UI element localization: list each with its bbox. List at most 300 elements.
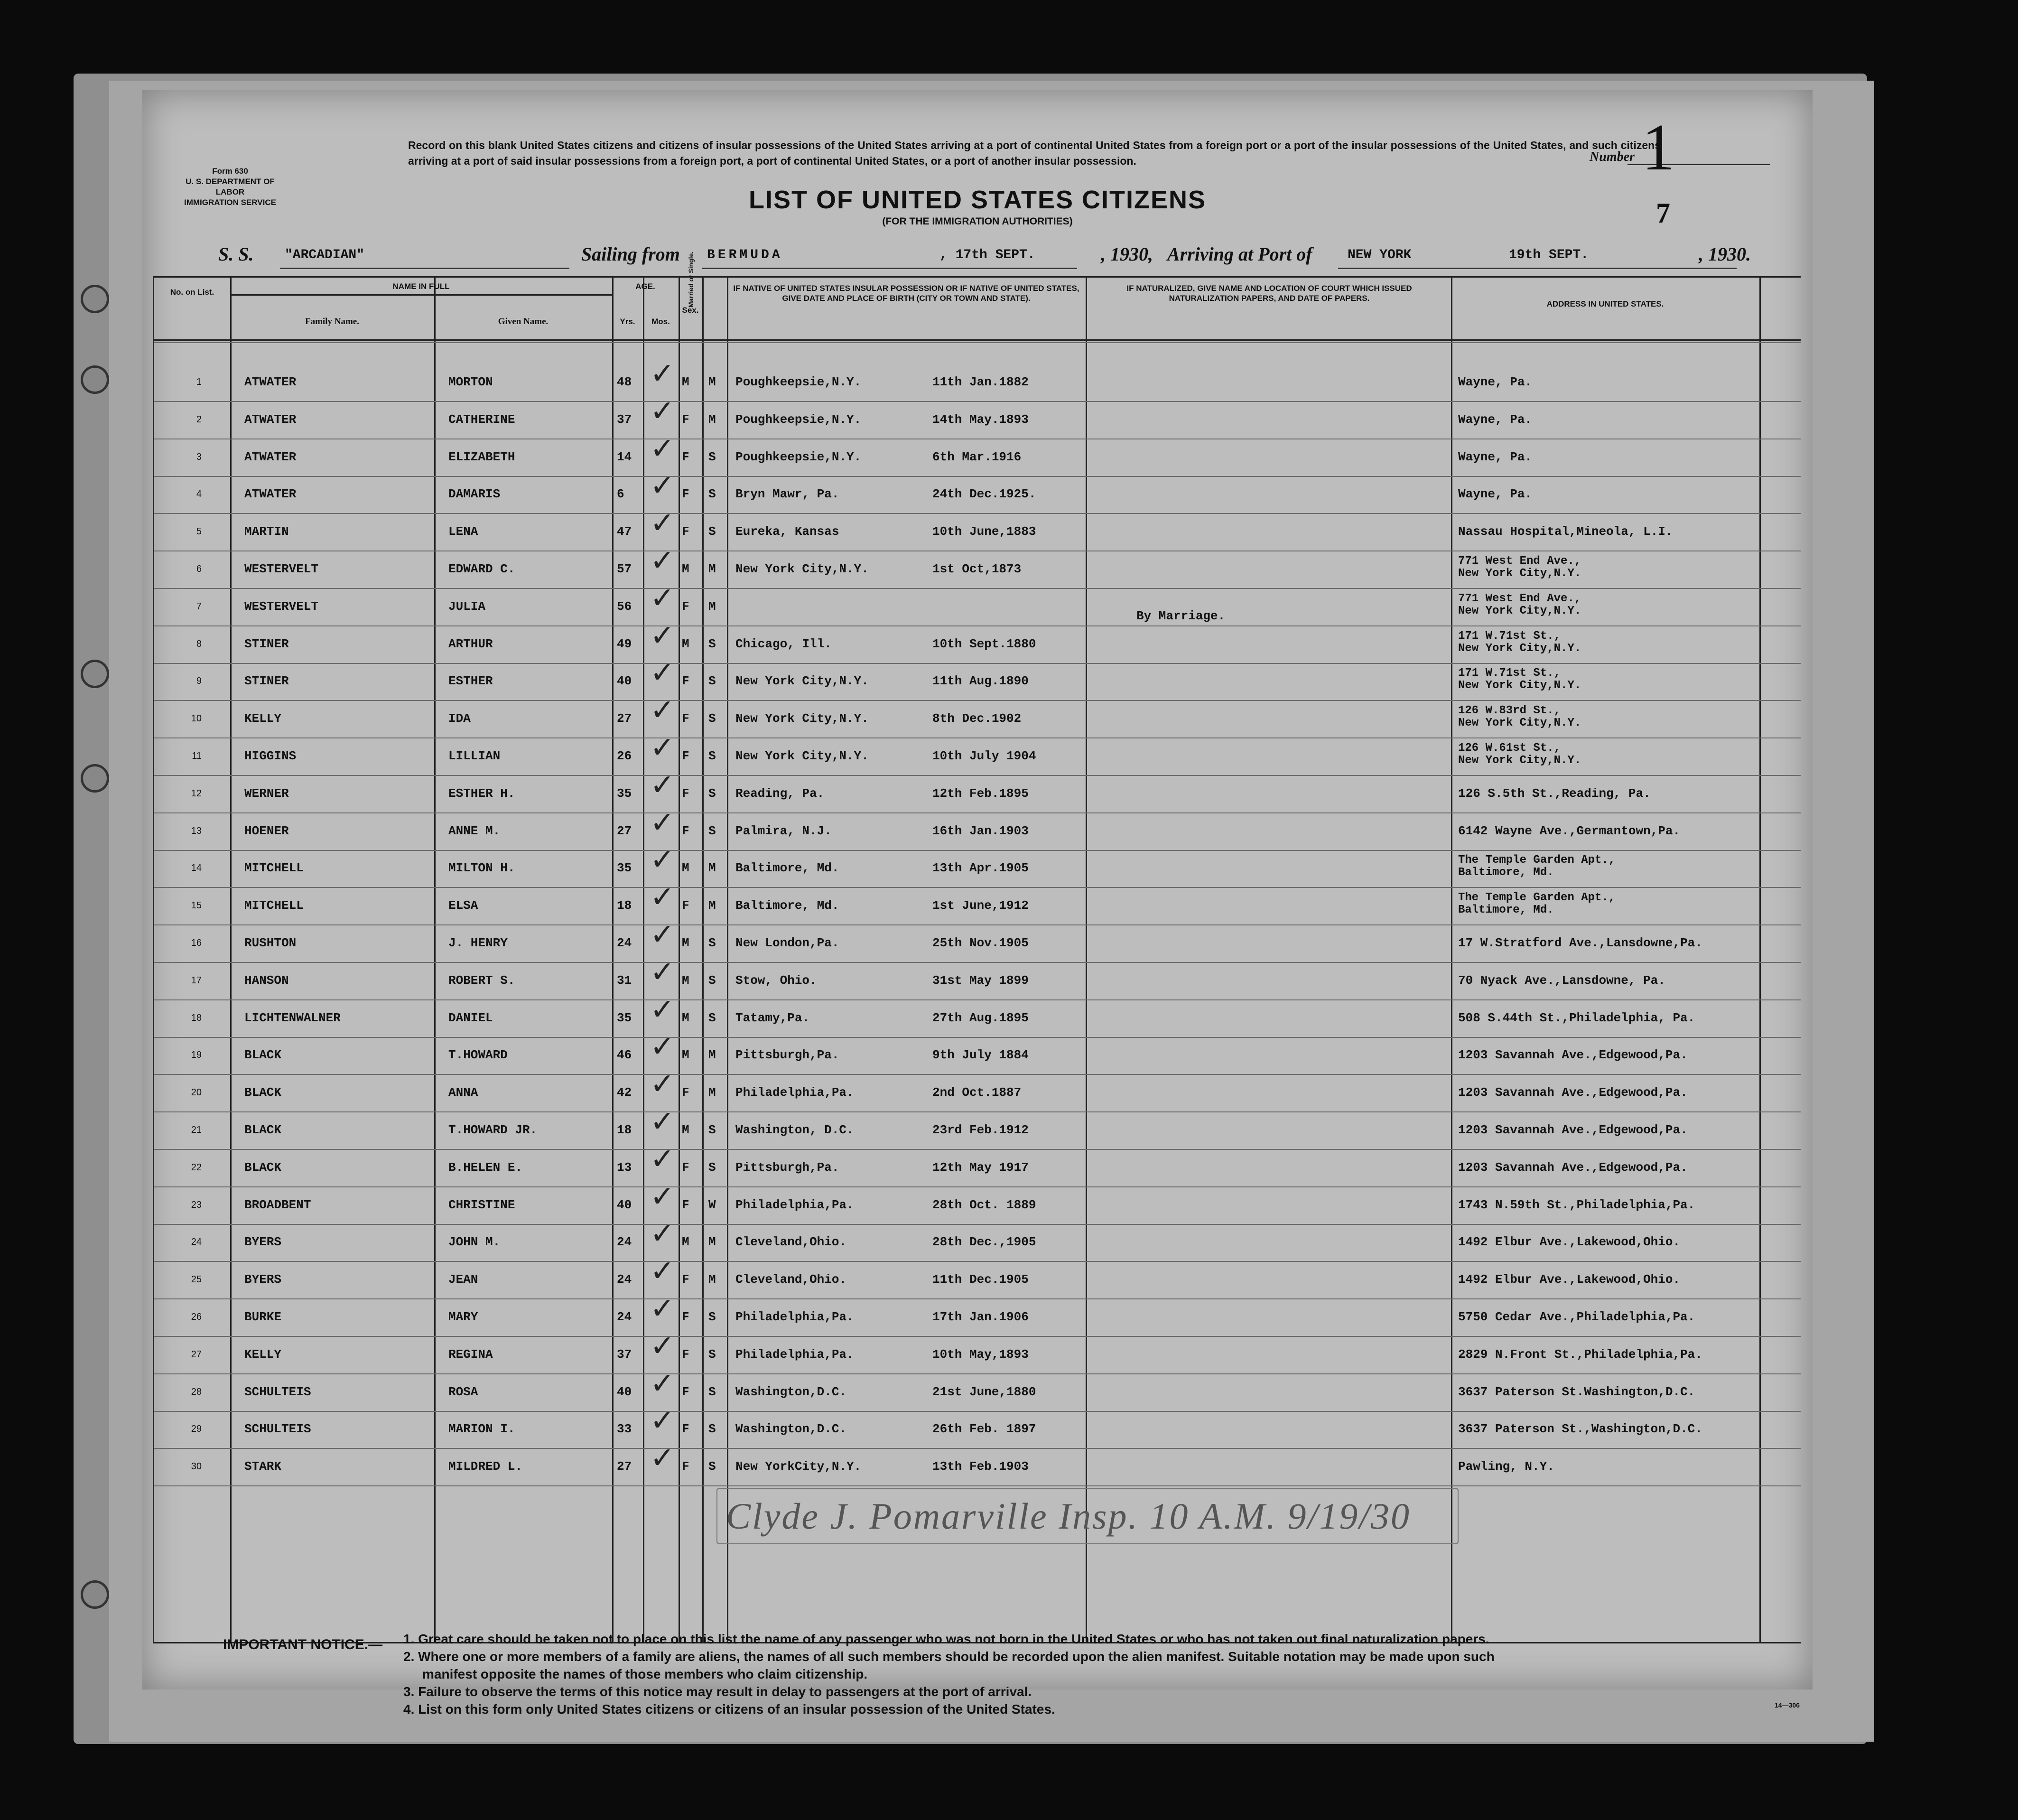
department: U. S. DEPARTMENT OF LABOR (186, 177, 275, 196)
given-name: J. HENRY (448, 936, 508, 950)
marital-status: S (708, 1459, 716, 1474)
header-married-text: Married or Single. (687, 251, 695, 308)
family-name: STARK (244, 1459, 282, 1474)
given-name: JOHN M. (448, 1235, 501, 1250)
row-number: 16 (191, 938, 202, 948)
row-rule (154, 700, 1801, 701)
sex: M (682, 636, 689, 651)
age-years: 37 (617, 1347, 632, 1362)
row-number: 12 (191, 788, 202, 799)
header-no: No. on List. (170, 288, 214, 297)
birth-date: 11th Dec.1905 (932, 1272, 1029, 1287)
arrival-year: , 1930. (1699, 243, 1751, 265)
birth-date: 8th Dec.1902 (932, 711, 1022, 726)
marital-status: S (708, 674, 716, 689)
sex: M (682, 562, 689, 576)
notice-item: 4. List on this form only United States citizens or citizens of an insular possession of the United States. (403, 1702, 1055, 1717)
address-line-1: 771 West End Ave., (1458, 592, 1581, 605)
marital-status: W (708, 1197, 716, 1212)
arrival-date: 19th SEPT. (1509, 248, 1589, 262)
birth-date: 17th Jan.1906 (932, 1310, 1029, 1324)
birth-date: 12th Feb.1895 (932, 786, 1029, 801)
given-name: LENA (448, 524, 478, 539)
row-rule (154, 588, 1801, 589)
sex: F (682, 711, 689, 726)
row-rule (154, 1298, 1801, 1299)
row-number: 7 (196, 601, 202, 612)
notice-item: manifest opposite the names of those members who claim citizenship. (422, 1667, 868, 1681)
address-line-1: The Temple Garden Apt., (1458, 854, 1616, 867)
family-name: ATWATER (244, 449, 297, 464)
age-years: 46 (617, 1048, 632, 1063)
ss-label: S. S. (218, 243, 254, 265)
marital-status: S (708, 1123, 716, 1137)
address: Nassau Hospital,Mineola, L.I. (1458, 524, 1673, 539)
age-years: 31 (617, 973, 632, 988)
address-line-1: 126 W.61st St., (1458, 742, 1561, 755)
marital-status: M (708, 861, 716, 876)
row-rule (154, 775, 1801, 776)
sex: F (682, 786, 689, 801)
birth-place: New York City,N.Y. (735, 674, 869, 689)
sex: F (682, 1085, 689, 1100)
column-rule (612, 278, 614, 1642)
sex: M (682, 1048, 689, 1063)
birth-place: New YorkCity,N.Y. (735, 1459, 862, 1474)
address-line-2: Baltimore, Md. (1458, 866, 1554, 879)
address-line-1: 171 W.71st St., (1458, 629, 1561, 643)
check-mark-icon: ✓ (650, 1365, 675, 1400)
sex: F (682, 1347, 689, 1362)
row-number: 5 (196, 526, 202, 537)
address: 70 Nyack Ave.,Lansdowne, Pa. (1458, 973, 1665, 988)
given-name: ESTHER (448, 674, 493, 689)
family-name: BROADBENT (244, 1197, 311, 1212)
binder-hole (81, 285, 109, 313)
row-number: 30 (191, 1461, 202, 1472)
sex: F (682, 1197, 689, 1212)
given-name: ANNA (448, 1085, 478, 1100)
marital-status: M (708, 599, 716, 614)
row-number: 15 (191, 900, 202, 911)
row-number: 10 (191, 713, 202, 724)
birth-date: 10th July 1904 (932, 749, 1036, 763)
birth-date: 28th Dec.,1905 (932, 1235, 1036, 1250)
birth-place: Palmira, N.J. (735, 823, 832, 838)
birth-place: New London,Pa. (735, 936, 839, 950)
birth-place: Philadelphia,Pa. (735, 1310, 854, 1324)
birth-date: 6th Mar.1916 (932, 449, 1022, 464)
address: 2829 N.Front St.,Philadelphia,Pa. (1458, 1347, 1702, 1362)
row-rule (154, 737, 1801, 738)
given-name: JEAN (448, 1272, 478, 1287)
age-years: 42 (617, 1085, 632, 1100)
sex: M (682, 1235, 689, 1250)
sex: F (682, 1459, 689, 1474)
row-number: 21 (191, 1125, 202, 1135)
given-name: T.HOWARD (448, 1048, 508, 1063)
birth-place: Cleveland,Ohio. (735, 1235, 847, 1250)
row-rule (154, 1485, 1801, 1486)
sex: F (682, 674, 689, 689)
row-rule (154, 887, 1801, 888)
check-mark-icon: ✓ (650, 468, 675, 503)
family-name: MITCHELL (244, 898, 304, 913)
marital-status: S (708, 1310, 716, 1324)
row-rule (154, 625, 1801, 626)
check-mark-icon: ✓ (650, 879, 675, 915)
family-name: HIGGINS (244, 749, 297, 763)
family-name: BURKE (244, 1310, 282, 1324)
column-rule (230, 278, 232, 1642)
given-name: MARY (448, 1310, 478, 1324)
birth-place: Chicago, Ill. (735, 636, 832, 651)
row-number: 14 (191, 863, 202, 874)
header-yrs: Yrs. (620, 317, 635, 326)
family-name: RUSHTON (244, 936, 297, 950)
birth-date: 14th May.1893 (932, 412, 1029, 427)
family-name: SCHULTEIS (244, 1384, 311, 1399)
family-name: MITCHELL (244, 861, 304, 876)
family-name: BLACK (244, 1085, 282, 1100)
birth-date: 1st Oct,1873 (932, 562, 1022, 576)
row-number: 25 (191, 1274, 202, 1285)
birth-place: Washington, D.C. (735, 1123, 854, 1137)
birth-place: Philadelphia,Pa. (735, 1085, 854, 1100)
age-years: 33 (617, 1422, 632, 1437)
given-name: LILLIAN (448, 749, 501, 763)
birth-date: 27th Aug.1895 (932, 1010, 1029, 1025)
address: 1203 Savannah Ave.,Edgewood,Pa. (1458, 1123, 1688, 1137)
given-name: MILDRED L. (448, 1459, 523, 1474)
marital-status: S (708, 449, 716, 464)
header-rule (230, 294, 613, 296)
age-years: 27 (617, 823, 632, 838)
address: Wayne, Pa. (1458, 487, 1533, 502)
age-years: 18 (617, 1123, 632, 1137)
age-years: 24 (617, 936, 632, 950)
given-name: ROSA (448, 1384, 478, 1399)
address: 1492 Elbur Ave.,Lakewood,Ohio. (1458, 1272, 1681, 1287)
column-rule (643, 278, 644, 1642)
marital-status: S (708, 636, 716, 651)
row-rule (154, 1224, 1801, 1225)
family-name: STINER (244, 636, 289, 651)
marital-status: S (708, 1160, 716, 1175)
sex: F (682, 449, 689, 464)
sex: M (682, 375, 689, 389)
record-instructions: Record on this blank United States citizens and citizens of insular possessions of the United States arriving at a port of continental United States from a foreign port or a port of the insular possessions of the United States, and such citizens arriving at a port of said insular possessions from a foreign port, a port of continental United States, or a port of another insular possession. (408, 139, 1661, 167)
birth-date: 25th Nov.1905 (932, 936, 1029, 950)
age-years: 35 (617, 1010, 632, 1025)
age-years: 24 (617, 1235, 632, 1250)
address: 1203 Savannah Ave.,Edgewood,Pa. (1458, 1048, 1688, 1063)
birth-date: 9th July 1884 (932, 1048, 1029, 1063)
family-name: SCHULTEIS (244, 1422, 311, 1437)
birth-place: New York City,N.Y. (735, 711, 869, 726)
age-years: 24 (617, 1310, 632, 1324)
birth-date: 2nd Oct.1887 (932, 1085, 1022, 1100)
check-mark-icon: ✓ (650, 1066, 675, 1101)
column-rule (434, 278, 436, 1642)
birth-place: New York City,N.Y. (735, 562, 869, 576)
notice-item: 1. Great care should be taken not to place on this list the name of any passenger who was not born in the United States or who has not taken out final naturalization papers. (403, 1632, 1489, 1646)
check-mark-icon: ✓ (650, 1328, 675, 1363)
birth-place: Poughkeepsie,N.Y. (735, 375, 862, 389)
address: Wayne, Pa. (1458, 412, 1533, 427)
birth-place: Washington,D.C. (735, 1384, 847, 1399)
family-name: WESTERVELT (244, 599, 319, 614)
marital-status: S (708, 786, 716, 801)
row-number: 22 (191, 1162, 202, 1173)
birth-place: Philadelphia,Pa. (735, 1197, 854, 1212)
birth-place: Baltimore, Md. (735, 861, 839, 876)
check-mark-icon: ✓ (650, 767, 675, 802)
ship-name: "ARCADIAN" (285, 248, 365, 262)
header-rule (154, 339, 1801, 341)
arrival-port: NEW YORK (1348, 248, 1412, 262)
given-name: EDWARD C. (448, 562, 515, 576)
check-mark-icon: ✓ (650, 1403, 675, 1438)
birth-date: 1st June,1912 (932, 898, 1029, 913)
family-name: ATWATER (244, 487, 297, 502)
age-years: 57 (617, 562, 632, 576)
birth-date: 21st June,1880 (932, 1384, 1036, 1399)
sex: F (682, 1310, 689, 1324)
birth-date: 26th Feb. 1897 (932, 1422, 1036, 1437)
birth-date: 31st May 1899 (932, 973, 1029, 988)
notice-item: 3. Failure to observe the terms of this notice may result in delay to passengers at the port of arrival. (403, 1684, 1032, 1699)
manifest-sheet (142, 90, 1813, 1717)
row-rule (154, 513, 1801, 514)
sex: M (682, 936, 689, 950)
given-name: ANNE M. (448, 823, 501, 838)
address: 1492 Elbur Ave.,Lakewood,Ohio. (1458, 1235, 1681, 1250)
family-name: STINER (244, 674, 289, 689)
check-mark-icon: ✓ (650, 954, 675, 989)
header-address: ADDRESS IN UNITED STATES. (1546, 299, 1664, 308)
row-rule (154, 812, 1801, 813)
row-number: 23 (191, 1199, 202, 1210)
check-mark-icon: ✓ (650, 842, 675, 877)
row-number: 29 (191, 1424, 202, 1435)
age-years: 24 (617, 1272, 632, 1287)
given-name: B.HELEN E. (448, 1160, 523, 1175)
row-number: 3 (196, 451, 202, 462)
row-rule (154, 401, 1801, 402)
form-number: Form 630 (212, 167, 248, 176)
marital-status: S (708, 1384, 716, 1399)
marital-status: M (708, 1085, 716, 1100)
row-number: 17 (191, 975, 202, 986)
row-number: 13 (191, 825, 202, 836)
row-rule (154, 1074, 1801, 1075)
sex: F (682, 412, 689, 427)
sex: F (682, 524, 689, 539)
marital-status: M (708, 898, 716, 913)
address-line-2: New York City,N.Y. (1458, 717, 1581, 730)
service: IMMIGRATION SERVICE (184, 198, 276, 207)
row-number: 6 (196, 564, 202, 574)
age-years: 49 (617, 636, 632, 651)
birth-place: Washington,D.C. (735, 1422, 847, 1437)
check-mark-icon: ✓ (650, 1291, 675, 1325)
row-number: 27 (191, 1349, 202, 1360)
sailing-label: Sailing from (581, 243, 680, 265)
check-mark-icon: ✓ (650, 1216, 675, 1251)
row-rule (154, 1373, 1801, 1374)
row-number: 28 (191, 1386, 202, 1397)
address-line-1: 171 W.71st St., (1458, 667, 1561, 680)
birth-place: Cleveland,Ohio. (735, 1272, 847, 1287)
page-title: LIST OF UNITED STATES CITIZENS (749, 186, 1206, 214)
age-years: 40 (617, 674, 632, 689)
birth-place: Poughkeepsie,N.Y. (735, 412, 862, 427)
sex: M (682, 861, 689, 876)
binder-hole (81, 1580, 109, 1609)
given-name: MILTON H. (448, 861, 515, 876)
address: 508 S.44th St.,Philadelphia, Pa. (1458, 1010, 1695, 1025)
given-name: CATHERINE (448, 412, 515, 427)
given-name: ELIZABETH (448, 449, 515, 464)
sex: F (682, 1160, 689, 1175)
row-rule (154, 1111, 1801, 1112)
header-sex: Sex. (682, 306, 699, 315)
row-rule (154, 1186, 1801, 1187)
row-number: 20 (191, 1087, 202, 1098)
row-rule (154, 1411, 1801, 1412)
check-mark-icon: ✓ (650, 692, 675, 728)
check-mark-icon: ✓ (650, 505, 675, 541)
row-number: 26 (191, 1312, 202, 1322)
sex: F (682, 1272, 689, 1287)
row-rule (154, 1037, 1801, 1038)
marital-status: M (708, 562, 716, 576)
address: 3637 Paterson St.Washington,D.C. (1458, 1384, 1695, 1399)
check-mark-icon: ✓ (650, 804, 675, 840)
marital-status: S (708, 973, 716, 988)
address-line-2: New York City,N.Y. (1458, 567, 1581, 580)
row-number: 1 (196, 377, 202, 387)
row-number: 2 (196, 414, 202, 425)
birth-place: Bryn Mawr, Pa. (735, 487, 839, 502)
family-name: ATWATER (244, 375, 297, 389)
address: 6142 Wayne Ave.,Germantown,Pa. (1458, 823, 1681, 838)
family-name: KELLY (244, 711, 282, 726)
check-mark-icon: ✓ (650, 917, 675, 952)
address: Pawling, N.Y. (1458, 1459, 1554, 1474)
row-rule (154, 476, 1801, 477)
family-name: WESTERVELT (244, 562, 319, 576)
birth-date: 13th Apr.1905 (932, 861, 1029, 876)
column-rule (1451, 278, 1452, 1642)
sex: F (682, 749, 689, 763)
family-name: HANSON (244, 973, 289, 988)
binder-hole (81, 660, 109, 688)
address: 1203 Savannah Ave.,Edgewood,Pa. (1458, 1160, 1688, 1175)
family-name: BLACK (244, 1123, 282, 1137)
birth-date: 23rd Feb.1912 (932, 1123, 1029, 1137)
row-rule (154, 1261, 1801, 1262)
age-years: 35 (617, 861, 632, 876)
address-line-1: 126 W.83rd St., (1458, 704, 1561, 718)
notice-item: 2. Where one or more members of a family are aliens, the names of all such members should be recorded upon the alien manifest. Suitable notation may be made upon such (403, 1649, 1495, 1664)
sex: F (682, 898, 689, 913)
birth-date: 28th Oct. 1889 (932, 1197, 1036, 1212)
address-line-2: New York City,N.Y. (1458, 679, 1581, 692)
age-years: 6 (617, 487, 624, 502)
sex: F (682, 487, 689, 502)
marital-status: S (708, 487, 716, 502)
column-rule (727, 278, 728, 1642)
marital-status: M (708, 1272, 716, 1287)
birth-place: Baltimore, Md. (735, 898, 839, 913)
birth-date: 11th Jan.1882 (932, 375, 1029, 389)
given-name: REGINA (448, 1347, 493, 1362)
check-mark-icon: ✓ (650, 356, 675, 391)
header-age: AGE. (635, 282, 655, 291)
row-number: 9 (196, 676, 202, 687)
address: Wayne, Pa. (1458, 449, 1533, 464)
given-name: DAMARIS (448, 487, 501, 502)
row-rule (154, 663, 1801, 664)
family-name: BYERS (244, 1272, 282, 1287)
address: Wayne, Pa. (1458, 375, 1533, 389)
naturalization: By Marriage. (1136, 608, 1226, 623)
column-rule (702, 278, 704, 1642)
birth-date: 10th May,1893 (932, 1347, 1029, 1362)
marital-status: M (708, 375, 716, 389)
address-line-2: Baltimore, Md. (1458, 904, 1554, 917)
age-years: 47 (617, 524, 632, 539)
given-name: ELSA (448, 898, 478, 913)
check-mark-icon: ✓ (650, 393, 675, 428)
ship-underline (280, 268, 569, 269)
number-label: Number (1590, 149, 1635, 164)
family-name: HOENER (244, 823, 289, 838)
address-line-2: New York City,N.Y. (1458, 604, 1581, 617)
given-name: CHRISTINE (448, 1197, 515, 1212)
age-years: 40 (617, 1384, 632, 1399)
marital-status: M (708, 1048, 716, 1063)
birth-place: New York City,N.Y. (735, 749, 869, 763)
sex: M (682, 973, 689, 988)
birth-date: 16th Jan.1903 (932, 823, 1029, 838)
family-name: LICHTENWALNER (244, 1010, 341, 1025)
address: 5750 Cedar Ave.,Philadelphia,Pa. (1458, 1310, 1695, 1324)
birth-place: Pittsburgh,Pa. (735, 1160, 839, 1175)
address: 1203 Savannah Ave.,Edgewood,Pa. (1458, 1085, 1688, 1100)
age-years: 27 (617, 711, 632, 726)
row-number: 11 (192, 751, 202, 761)
birth-place: Poughkeepsie,N.Y. (735, 449, 862, 464)
birth-place: Reading, Pa. (735, 786, 825, 801)
family-name: KELLY (244, 1347, 282, 1362)
family-name: MARTIN (244, 524, 289, 539)
row-number: 8 (196, 638, 202, 649)
check-mark-icon: ✓ (650, 730, 675, 765)
marital-status: S (708, 936, 716, 950)
sex: F (682, 1384, 689, 1399)
marital-status: M (708, 412, 716, 427)
marital-status: S (708, 524, 716, 539)
birth-place: Stow, Ohio. (735, 973, 817, 988)
column-rule (1086, 278, 1087, 1642)
check-mark-icon: ✓ (650, 655, 675, 690)
column-rule (1759, 278, 1761, 1642)
age-years: 27 (617, 1459, 632, 1474)
sex: F (682, 1422, 689, 1437)
